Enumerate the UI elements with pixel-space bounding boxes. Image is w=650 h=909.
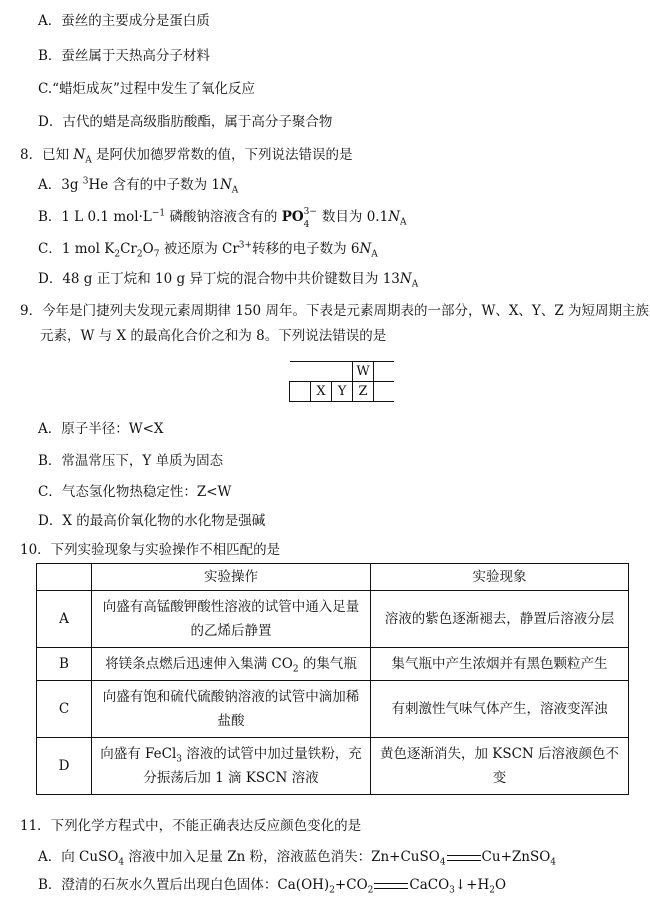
row-phenomenon: 溶液的紫色逐渐褪去，静置后溶液分层: [371, 591, 629, 648]
table-row: [37, 648, 629, 681]
row-operation: 向盛有 FeCl$_3$ 溶液的试管中加过量铁粉，充分振荡后加 1 滴 KSCN 溶液: [92, 738, 371, 795]
pt-cell-y: Y: [332, 382, 353, 402]
pt-cell: [311, 362, 332, 382]
q11-option-a: A．向 CuSO$_4$ 溶液中加入足量 Zn 粉，溶液蓝色消失：Zn+CuSO$_4$ Cu+ZnSO$_4$: [38, 849, 557, 868]
row-label: D: [37, 738, 92, 795]
pt-cell-z: Z: [353, 382, 374, 402]
periodic-table-fragment: [289, 361, 394, 402]
q9-stem-line2: 元素，W 与 X 的最高化合价之和为 8。下列说法错误的是: [40, 328, 387, 344]
q7-option-d: D．古代的蜡是高级脂肪酸酯，属于高分子聚合物: [38, 114, 333, 130]
pt-cell: [374, 362, 395, 382]
q8-option-a: A．3g $^3$He 含有的中子数为 $1N_A$: [38, 176, 239, 196]
table-row: [37, 591, 629, 648]
row-operation: 将镁条点燃后迅速伸入集满 $CO_2$ 的集气瓶: [92, 648, 371, 681]
q8-option-b: B．1 L 0.1 $mol\cdot L^{-1}$ 磷酸钠溶液含有的 PO 3− 4 数目为 $0.1N_A$: [38, 207, 407, 230]
table-header-cell: [37, 564, 92, 591]
q9-option-a: A．原子半径：W<X: [38, 421, 164, 437]
table-header-phenomenon: 实验现象: [371, 564, 629, 591]
equals-sign: [447, 855, 481, 861]
row-phenomenon: 集气瓶中产生浓烟并有黑色颗粒产生: [371, 648, 629, 681]
table-row: [37, 738, 629, 795]
equals-sign: [374, 883, 408, 889]
q7-option-b: B．蚕丝属于天热高分子材料: [38, 48, 210, 64]
table-header-operation: 实验操作: [92, 564, 371, 591]
q7-option-c: C.“蜡炬成灰”过程中发生了氧化反应: [38, 81, 255, 97]
q9-option-b: B．常温常压下，Y 单质为固态: [38, 453, 224, 469]
row-phenomenon: 黄色逐渐消失，加 KSCN 后溶液颜色不变: [371, 738, 629, 795]
pt-cell: [332, 362, 353, 382]
pt-cell: [290, 382, 311, 402]
row-operation: 向盛有饱和硫代硫酸钠溶液的试管中滴加稀盐酸: [92, 681, 371, 738]
q11-stem: 11．下列化学方程式中，不能正确表达反应颜色变化的是: [20, 818, 362, 834]
q8-stem: 8．已知 $N_A$ 是阿伏加德罗常数的值，下列说法错误的是: [20, 147, 353, 166]
row-label: A: [37, 591, 92, 648]
row-operation: 向盛有高锰酸钾酸性溶液的试管中通入足量的乙烯后静置: [92, 591, 371, 648]
q9-option-c: C．气态氢化物热稳定性：Z<W: [38, 484, 232, 500]
pt-cell-x: X: [311, 382, 332, 402]
q9-option-d: D．X 的最高价氧化物的水化物是强碱: [38, 513, 266, 529]
q8-option-d: D．48 g 正丁烷和 10 g 异丁烷的混合物中共价键数目为 $13N_A$: [38, 271, 419, 290]
row-phenomenon: 有刺激性气味气体产生，溶液变浑浊: [371, 681, 629, 738]
pt-cell: [290, 362, 311, 382]
pt-cell: [374, 382, 395, 402]
row-label: B: [37, 648, 92, 681]
q10-stem: 10．下列实验现象与实验操作不相匹配的是: [20, 542, 281, 558]
table-row: [37, 681, 629, 738]
row-label: C: [37, 681, 92, 738]
q7-option-a: A．蚕丝的主要成分是蛋白质: [38, 13, 210, 29]
phosphate-ion: PO 3− 4: [281, 207, 317, 230]
experiment-table: [36, 563, 629, 795]
pt-cell-w: W: [353, 362, 374, 382]
q9-stem-line1: 9．今年是门捷列夫发现元素周期律 150 周年。下表是元素周期表的一部分，W、X、Y、Z 为短周期主族: [20, 303, 650, 319]
q11-option-b: B．澄清的石灰水久置后出现白色固体：$Ca(OH)_2+CO_2$ $CaCO_3↓+H_2O$: [38, 877, 507, 896]
q8-option-c: C．1 mol $K_2Cr_2O_7$ 被还原为 $Cr^{3+}$转移的电子数为 $6N_A$: [38, 240, 378, 260]
